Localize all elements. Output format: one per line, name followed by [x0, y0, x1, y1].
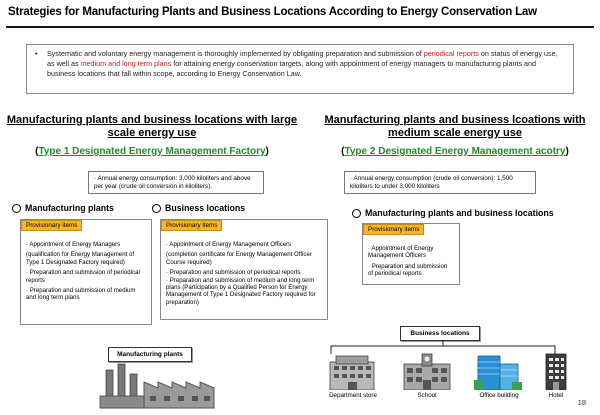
hotel-icon [542, 352, 570, 390]
school-icon [402, 352, 452, 390]
department-store-icon [328, 354, 376, 390]
provisionary-tag: Provisionary items [363, 224, 424, 235]
right-designation-close: ) [565, 146, 569, 157]
building-caption: Department store [329, 392, 377, 399]
left-designation-text: Type 1 Designated Energy Management Factory [38, 146, 266, 157]
office-building-icon [474, 350, 522, 390]
circle-icon [12, 204, 21, 213]
right-group-label-text: Manufacturing plants and business locations [365, 208, 554, 218]
provision-item: · Preparation and submission of periodical reports [368, 262, 448, 278]
provision-item: · Preparation and submission of medium and long term plans (Participation by a Qualified Person for Energy Management of Type 1 Designated Factory required for preparation) [166, 276, 316, 306]
intro-text-1: Systematic and voluntary energy management is thoroughly implemented by obligating preparation and submission of [47, 49, 424, 58]
left-heading [6, 114, 298, 140]
title-divider [6, 26, 594, 28]
provision-item: · Appointment of Energy Management Officers [368, 245, 434, 260]
provision-item: (qualification for Energy Management of Type 1 Designated Factory required) [26, 251, 135, 266]
building-caption: School [417, 392, 437, 399]
right-consumption-box: · Annual energy consumption (crude oil conversion): 1,500 kiloliters to under 3,000 kiloliters [344, 171, 536, 194]
left-plants-label [12, 203, 114, 213]
provisionary-tag: Provisionary items [161, 220, 222, 231]
building-caption: Hotel [548, 392, 564, 399]
provision-item: · Preparation and submission of periodical reports [166, 269, 301, 277]
right-designation-open: ( [341, 146, 345, 157]
left-designation [6, 146, 298, 157]
left-designation-open: ( [35, 146, 39, 157]
left-heading-line2: scale energy use [107, 127, 197, 139]
circle-icon [152, 204, 161, 213]
building-caption: Office building [479, 392, 519, 399]
right-group-provisions [362, 223, 460, 285]
page-title: Strategies for Manufacturing Plants and Business Locations According to Energy Conservation Law [8, 6, 537, 18]
right-designation-text: Type 2 Designated Energy Management acotry [344, 146, 566, 157]
intro-text-3: for attaining energy conservation targets, along with appointment of energy managers to manufacturing plants and business locations that fall within scope, according to Energy Conservation Law. [47, 59, 537, 78]
right-heading-line2: medium scale energy use [388, 127, 522, 139]
left-business-provisions [160, 219, 328, 320]
left-business-label-text: Business locations [165, 203, 246, 213]
provision-item: · Appointment of Energy Management Officers [166, 241, 292, 248]
bullet-dot: • [35, 49, 38, 58]
right-designation [314, 146, 596, 157]
circle-icon [352, 209, 361, 218]
left-heading-line1: Manufacturing plants and business locations with large [6, 114, 298, 126]
right-group-label [352, 208, 554, 218]
business-illustration-label: Business locations [400, 326, 480, 341]
provision-item: · Appointment of Energy Managers [26, 241, 121, 248]
left-plants-provisions [20, 219, 152, 325]
provision-item: · Preparation and submission of medium and long term plans [26, 287, 136, 302]
provision-item: · Preparation and submission of periodical reports [26, 269, 140, 284]
right-heading [314, 114, 596, 140]
left-business-label [152, 203, 245, 213]
provision-item: (completion certificate for Energy Management Officer Course required) [166, 251, 312, 266]
provisionary-tag: Provisionary items [21, 220, 82, 231]
intro-box [26, 44, 574, 94]
factory-illustration-label: Manufacturing plants [108, 347, 192, 362]
page-number: 18 [577, 398, 586, 407]
left-consumption-box: · Annual energy consumption: 3,000 kiloliters and above per year (crude oil conversion in kiloliters). [88, 171, 264, 194]
intro-text-2: on status of energy use, as well as [47, 49, 558, 68]
intro-highlight-long-term-plans: medium and long term plans [80, 59, 172, 68]
factory-icon [92, 360, 222, 410]
intro-highlight-periodical-reports: periodical reports [423, 49, 479, 58]
left-designation-close: ) [265, 146, 269, 157]
right-heading-line1: Manufacturing plants and business lcoations with [324, 114, 586, 126]
left-plants-label-text: Manufacturing plants [25, 203, 114, 213]
